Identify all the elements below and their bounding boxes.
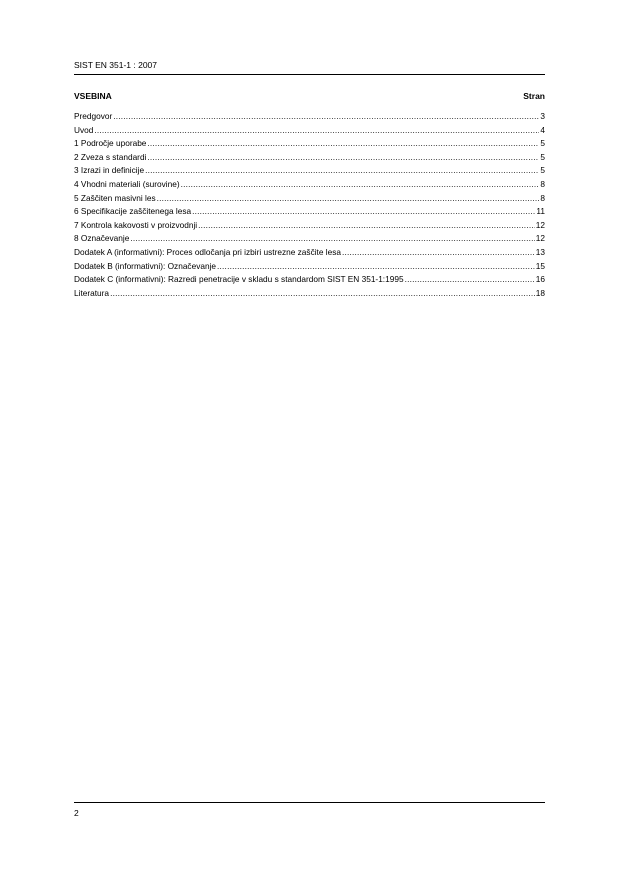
dot-leader xyxy=(145,164,539,178)
dot-leader xyxy=(342,246,535,260)
toc-entry-page: 5 xyxy=(540,151,545,162)
dot-leader xyxy=(147,151,539,165)
toc-entry-page: 5 xyxy=(540,165,545,176)
toc-entry-title: Literatura xyxy=(74,287,110,298)
dot-leader xyxy=(94,124,539,138)
dot-leader xyxy=(192,205,535,219)
toc-entry-section-2[interactable] xyxy=(74,151,545,165)
toc-entry-page: 4 xyxy=(540,124,545,135)
toc-entry-title: 4 Vhodni materiali (surovine) xyxy=(74,178,180,189)
toc-entry-section-1[interactable] xyxy=(74,137,545,151)
toc-entry-page: 8 xyxy=(540,192,545,203)
toc-entry-section-4[interactable] xyxy=(74,178,545,192)
toc-entry-annex-a[interactable] xyxy=(74,246,545,260)
toc-entry-section-8[interactable] xyxy=(74,232,545,246)
toc-entry-title: 1 Področje uporabe xyxy=(74,138,147,149)
running-header xyxy=(74,60,545,75)
toc-entry-title: Dodatek C (informativni): Razredi penetracije v skladu s standardom SIST EN 351-1:1995 xyxy=(74,274,404,285)
toc-page-column-label: Stran xyxy=(523,91,545,101)
dot-leader xyxy=(130,232,534,246)
toc-entry-title: 8 Označevanje xyxy=(74,233,130,244)
toc-entry-section-3[interactable] xyxy=(74,164,545,178)
dot-leader xyxy=(405,273,535,287)
toc-entry-title: 5 Zaščiten masivni les xyxy=(74,192,156,203)
toc-entry-title: Predgovor xyxy=(74,111,113,121)
toc-entry-list xyxy=(74,110,545,300)
toc-entry-section-5[interactable] xyxy=(74,192,545,206)
toc-entry-annex-b[interactable] xyxy=(74,260,545,274)
document-id: SIST EN 351-1 : 2007 xyxy=(74,60,158,70)
table-of-contents xyxy=(74,90,545,300)
toc-entry-title: Uvod xyxy=(74,124,94,135)
toc-entry-title: Dodatek B (informativni): Označevanje xyxy=(74,260,217,271)
page-number: 2 xyxy=(74,808,79,818)
toc-entry-title: 2 Zveza s standardi xyxy=(74,151,147,162)
toc-entry-page: 11 xyxy=(536,206,545,217)
toc-entry-title: 6 Specifikacije zaščitenega lesa xyxy=(74,206,192,217)
toc-entry-literatura[interactable] xyxy=(74,287,545,301)
toc-entry-predgovor[interactable] xyxy=(74,110,545,124)
toc-entry-page: 18 xyxy=(535,287,545,298)
dot-leader xyxy=(110,287,535,301)
toc-entry-page: 16 xyxy=(535,274,545,285)
dot-leader xyxy=(181,178,540,192)
dot-leader xyxy=(157,192,540,206)
dot-leader xyxy=(113,110,539,124)
toc-entry-page: 12 xyxy=(535,233,545,244)
toc-entry-page: 13 xyxy=(535,246,545,257)
toc-entry-uvod[interactable] xyxy=(74,124,545,138)
toc-entry-section-7[interactable] xyxy=(74,219,545,233)
toc-entry-section-6[interactable] xyxy=(74,205,545,219)
toc-entry-page: 3 xyxy=(540,111,545,121)
dot-leader xyxy=(198,219,535,233)
dot-leader xyxy=(217,260,535,274)
toc-title: VSEBINA xyxy=(74,91,112,101)
toc-entry-title: 7 Kontrola kakovosti v proizvodnji xyxy=(74,219,198,230)
dot-leader xyxy=(147,137,539,151)
toc-heading-row xyxy=(74,90,545,102)
running-footer xyxy=(74,802,545,818)
toc-entry-page: 5 xyxy=(540,138,545,149)
toc-entry-title: 3 Izrazi in definicije xyxy=(74,165,145,176)
toc-entry-annex-c[interactable] xyxy=(74,273,545,287)
toc-entry-title: Dodatek A (informativni): Proces odločanja pri izbiri ustrezne zaščite lesa xyxy=(74,246,342,257)
toc-entry-page: 15 xyxy=(535,260,545,271)
toc-entry-page: 8 xyxy=(540,178,545,189)
toc-entry-page: 12 xyxy=(535,219,545,230)
